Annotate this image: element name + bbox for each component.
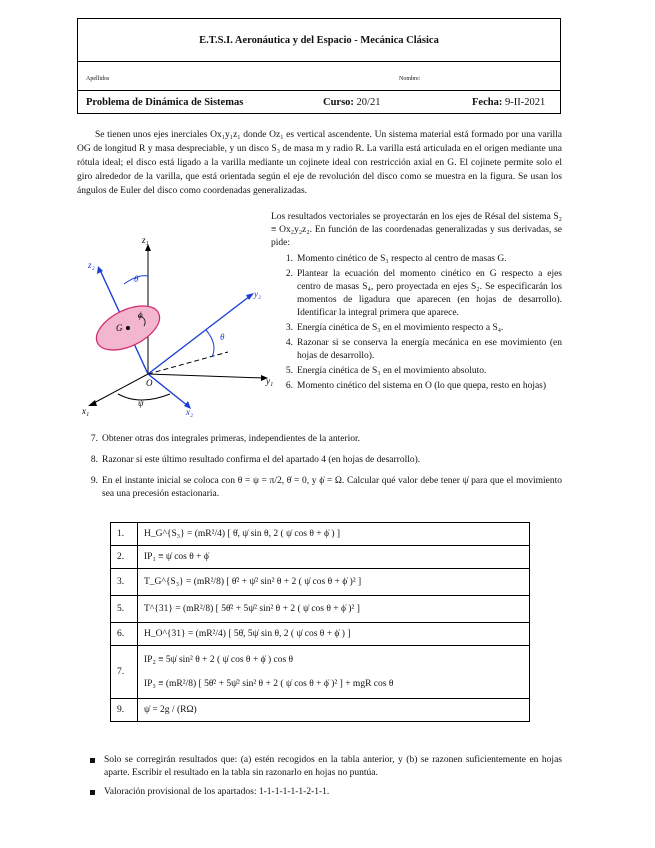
label-x1: x₁	[82, 406, 90, 416]
label-x2: x₂	[186, 407, 194, 417]
label-O: O	[146, 378, 153, 388]
results-intro: Los resultados vectoriales se proyectarán en los ejes de Résal del sistema S₂ ≡ Ox₂y₂z₂. En función de las coordenadas generalizadas y sus derivadas, se pide:	[271, 212, 562, 248]
label-y1: y₁	[266, 376, 274, 386]
item-list-bottom	[78, 433, 562, 503]
institution-title: E.T.S.I. Aeronáutica y del Espacio - Mecánica Clásica	[199, 35, 439, 46]
list-item: 2. Plantear la ecuación del momento cinético en G respecto a ejes centro de masas S₄, pero proyectada en ejes S₂. Se especificarán los momentos de ligadura que aparecen (en hojas de desarrollo). Identificar la integral primera que aparece.	[285, 269, 562, 318]
list-item: 8. Razonar si este último resultado confirma el del apartado 4 (en hojas de desarrollo).	[90, 455, 421, 465]
label-z2: z₂	[88, 260, 95, 270]
system-figure	[78, 234, 274, 420]
y1-axis	[148, 374, 264, 378]
g-point	[126, 326, 130, 330]
fecha-value: 9-II-2021	[504, 97, 546, 108]
table-row: 1. H_G^{S₃} = (mR²/4) [ θ̇, ψ̇ sin θ, 2 ( ψ̇ cos θ + ϕ̇ ) ]	[111, 523, 530, 546]
table-row: 5. T^{31} = (mR²/8) [ 5θ̇² + 5ψ̇² sin² θ + 2 ( ψ̇ cos θ + ϕ̇ )² ]	[111, 596, 530, 623]
z1-arrow	[145, 244, 151, 251]
header-box	[77, 18, 561, 114]
note-item: Valoración provisional de los apartados: 1-1-1-1-1-1-2-1-1.	[78, 786, 562, 799]
label-psi: ψ	[138, 398, 144, 408]
table-row: 6. H_O^{31} = (mR²/4) [ 5θ̇, 5ψ̇ sin θ, 2 ( ψ̇ cos θ + ϕ̇ ) ]	[111, 623, 530, 646]
list-item: 5. Energía cinética de S₃ en el movimiento absoluto.	[285, 366, 487, 376]
label-theta-right: θ	[220, 332, 225, 342]
fecha-field	[472, 97, 545, 108]
y2-axis	[148, 296, 250, 374]
label-theta: θ	[134, 274, 139, 284]
table-row: 3. T_G^{S₃} = (mR²/8) [ θ̇² + ψ̇² sin² θ + 2 ( ψ̇ cos θ + ϕ̇ )² ]	[111, 569, 530, 596]
curso-value: 20/21	[356, 97, 381, 108]
label-y2: y₂	[254, 289, 262, 299]
projection-line	[148, 352, 228, 374]
table-row: 9. ψ̇ = 2g / (RΩ)	[111, 699, 530, 722]
list-item: 7. Obtener otras dos integrales primeras, independientes de la anterior.	[90, 434, 360, 444]
label-z1: z₁	[142, 235, 149, 245]
header-divider	[78, 90, 560, 91]
header-divider	[78, 61, 560, 62]
label-G: G	[116, 323, 123, 333]
list-item: 6. Momento cinético del sistema en O (lo que quepa, resto en hojas)	[285, 381, 547, 391]
x2-axis	[148, 374, 188, 406]
list-item: 1. Momento cinético de S₃ respecto al centro de masas G.	[285, 254, 507, 264]
notes	[78, 754, 562, 799]
result-ip2: IP₂ ≡ 5ψ̇ sin² θ + 2 ( ψ̇ cos θ + ϕ̇ ) cos θ	[144, 655, 294, 665]
item-list-right	[273, 253, 562, 395]
intro-paragraph: Se tienen unos ejes inerciales Ox₁y₁z₁ donde Oz₁ es vertical ascendente. Un sistema material está formado por una varilla OG de longitud R y masa despreciable, y un disco S₃ de masa m y radio R. La varilla está articulada en el origen mediante una rótula ideal; el disco está ligado a la varilla mediante un cojinete ideal con restricción axial en G. El cojinete permite solo el giro alrededor de la varilla, que está orientada según el eje de revolución del disco como se muestra en la figura. Se usan los ángulos de Euler del disco como coordenadas generalizadas.	[77, 130, 562, 196]
curso-field	[323, 97, 380, 108]
label-phi: ϕ	[138, 310, 143, 320]
x1-arrow	[88, 400, 97, 406]
theta-arc-right	[206, 330, 214, 357]
note-item: Solo se corregirán resultados que: (a) estén recogidos en la tabla anterior, y (b) se razonen suficientemente en hojas aparte. Escribir el resultado en la tabla sin razonarlo en hojas no puntúa.	[78, 754, 562, 780]
fecha-label: Fecha:	[472, 97, 503, 108]
problem-title: Problema de Dinámica de Sistemas	[86, 97, 244, 108]
result-ip3: IP₃ ≡ (mR²/8) [ 5θ̇² + 5ψ̇² sin² θ + 2 ( ψ̇ cos θ + ϕ̇ )² ] + mgR cos θ	[144, 679, 394, 689]
list-item: 3. Energía cinética de S₃ en el movimiento respecto a S₄.	[285, 323, 504, 333]
z2-arrow	[97, 266, 103, 274]
results-table	[110, 522, 530, 722]
curso-label: Curso:	[323, 97, 354, 108]
list-item: 4. Razonar si se conserva la energía mecánica en ese movimiento (en hojas de desarrollo).	[285, 338, 562, 361]
apellidos-label: Apellidos	[86, 76, 110, 82]
table-row: 2. IP₁ ≡ ψ̇ cos θ + ϕ̇	[111, 546, 530, 569]
list-item: 9. En el instante inicial se coloca con θ = ψ = π/2, θ̇ = 0, y ϕ̇ = Ω. Calcular qué valor debe tener ψ̇ para que el movimiento sea una precesión estacionaria.	[90, 476, 562, 499]
nombre-label: Nombre:	[399, 76, 421, 82]
psi-arc	[118, 394, 170, 400]
table-row: 7. IP₂ ≡ 5ψ̇ sin² θ + 2 ( ψ̇ cos θ + ϕ̇ ) cos θ IP₃ ≡ (mR²/8) [ 5θ̇² + 5ψ̇² sin² θ + 2 ( ψ̇ cos θ + ϕ̇ )² ] + mgR cos θ	[111, 646, 530, 699]
